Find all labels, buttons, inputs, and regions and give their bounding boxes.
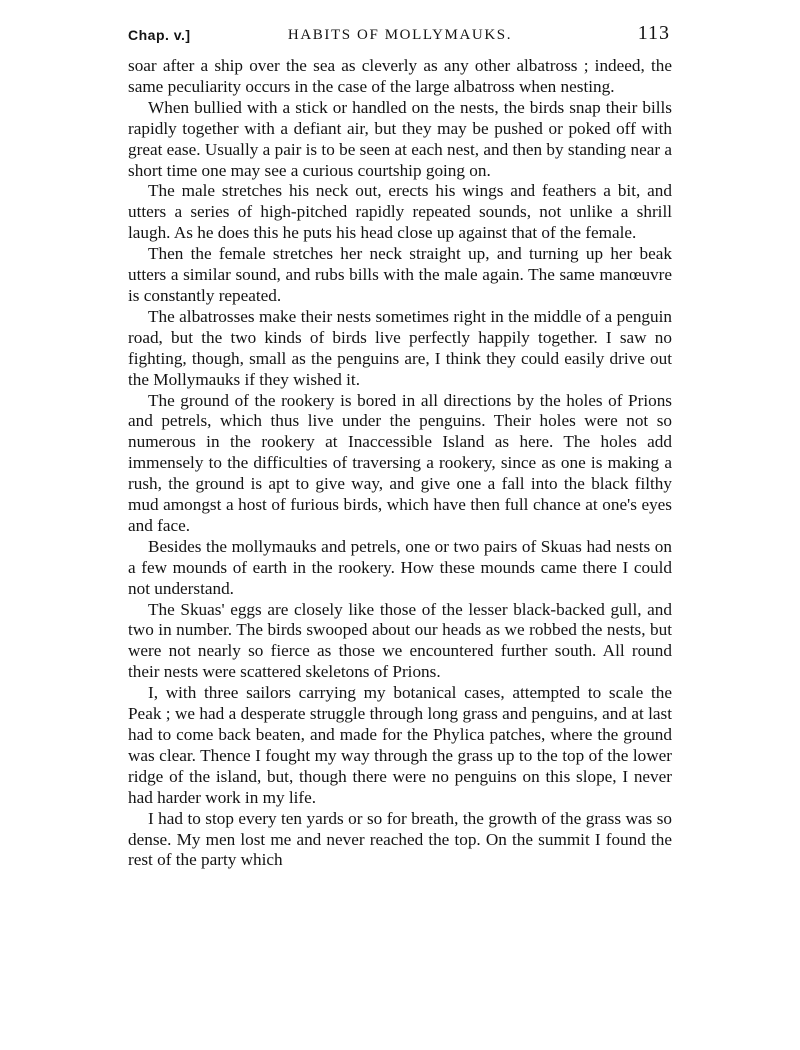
chapter-label: Chap. v.] — [128, 27, 191, 43]
body-text — [128, 56, 672, 871]
paragraph-2: When bullied with a stick or handled on the nests, the birds snap their bills rapidly together with a defiant air, but they may be pushed or poked off with great ease. Usually a pair is to be seen at each nest, and then by standing near a short time one may see a curious courtship going on. — [128, 97, 672, 180]
paragraph-3: The male stretches his neck out, erects his wings and feathers a bit, and utters a series of high-pitched rapidly repeated sounds, not unlike a shrill laugh. As he does this he puts his head close up against that of the female. — [128, 181, 672, 243]
paragraph-8: The Skuas' eggs are closely like those of the lesser black-backed gull, and two in number. The birds swooped about our heads as we robbed the nests, but were not nearly so fierce as those we encountered further south. All round their nests were scattered skeletons of Prions. — [128, 599, 672, 682]
paragraph-6: The ground of the rookery is bored in all directions by the holes of Prions and petrels, which thus live under the penguins. Their holes were not so numerous in the rookery at Inaccessible Island as here. The holes add immensely to the difficulties of traversing a rookery, since as one is making a rush, the ground is apt to give way, and give one a fall into the black filthy mud amongst a host of furious birds, which have then full chance at one's eyes and face. — [128, 390, 672, 535]
page-number: 113 — [637, 22, 670, 44]
paragraph-9: I, with three sailors carrying my botanical cases, attempted to scale the Peak ; we had a desperate struggle through long grass and penguins, and at last had to come back beaten, and made for the Phylica patches, where the ground was clear. Thence I fought my way through the grass up to the top of the lower ridge of the island, but, though there were no penguins on this slope, I never had harder work in my life. — [128, 683, 672, 807]
running-title: HABITS OF MOLLYMAUKS. — [287, 27, 513, 43]
paragraph-5: The albatrosses make their nests sometimes right in the middle of a penguin road, but the two kinds of birds live perfectly happily together. I saw no fighting, though, small as the penguins are, I think they could easily drive out the Mollymauks if they wished it. — [128, 306, 672, 389]
running-header — [128, 22, 672, 56]
paragraph-7: Besides the mollymauks and petrels, one or two pairs of Skuas had nests on a few mounds of earth in the rookery. How these mounds came there I could not understand. — [128, 536, 672, 598]
paragraph-10: I had to stop every ten yards or so for breath, the growth of the grass was so dense. My men lost me and never reached the top. On the summit I found the rest of the party which — [128, 808, 672, 870]
paragraph-1: soar after a ship over the sea as cleverly as any other albatross ; indeed, the same peculiarity occurs in the case of the large albatross when nesting. — [128, 56, 672, 96]
paragraph-4: Then the female stretches her neck straight up, and turning up her beak utters a similar sound, and rubs bills with the male again. The same manœuvre is constantly repeated. — [128, 244, 672, 305]
